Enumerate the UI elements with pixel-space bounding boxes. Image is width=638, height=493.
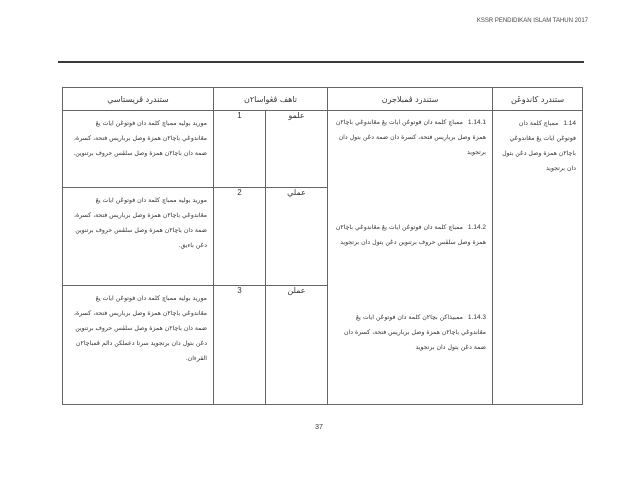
performance-description: موريد بوليه ممباچ کلمة دان فوتوڠن ايات يڠ مڠاندوڠي باچا٢ن همزة وصل برباريس فتحة، کسرة، ضمة دان باچا٢ن همزة وصل سلڤس حروف برتنوين. [73,120,207,157]
mastery-level-cell [214,286,266,405]
mastery-band: عملن [287,286,306,296]
learning-standard-cell [328,111,493,405]
header-learning-standard: ستندرد ڤمبلاجرن [328,88,493,111]
mastery-level-cell [214,111,266,188]
mastery-level-number: 3 [237,286,242,296]
learning-standard-text: ممباچ کلمة دان فوتوڠن ايات يڠ مڠاندوڠي باچا٢ن همزة وصل سلڤس حروف برتنوين دڠن بتول دان برتجويد [335,224,486,246]
learning-standard-number: 1.14.2 [467,224,486,231]
table-row [63,111,583,188]
performance-description: موريد بوليه ممباچ کلمة دان فوتوڠن ايات يڠ مڠاندوڠي باچا٢ن همزة وصل برباريس فتحة، کسرة، ضمة دان باچا٢ن همزة وصل سلڤس حروف برتنوين دڠن بتول دان برتجويد سرتا دعملکن دالم ڤمباچا٢ن القرءان. [73,295,207,363]
mastery-band: عملي [287,188,306,198]
performance-standard-cell [63,188,214,286]
learning-standard-number: 1.14.3 [467,314,486,321]
mastery-band: علمو [288,111,305,120]
learning-standard-text: ممبيذاکن بچا٢ن کلمة دان فوتوڠن ايات يڠ مڠاندوڠي باچا٢ن همزة وصل برباريس فتحة، کسرة دان ضمة دڠن بتول دان برتجويد [344,314,486,351]
performance-standard-cell [63,286,214,405]
performance-description: موريد بوليه ممباچ کلمة دان فوتوڠن ايات يڠ مڠاندوڠي باچا٢ن همزة وصل برباريس فتحة، کسرة، ضمة دان باچا٢ن همزة وصل سلڤس حروف برتنوين دڠن باءيق. [73,197,207,250]
mastery-band-cell [266,111,328,188]
header-performance-standard: ستندرد ڤريستاسي [63,88,214,111]
header-content-standard: ستندرد کاندوڠن [493,88,583,111]
learning-standard-text: ممباچ کلمة دان فوتوڠن ايات يڠ مڠاندوڠي باچا٢ن همزة وصل برباريس فتحة، کسرة دان ضمة دڠن بتول دان برتجويد [335,119,486,156]
content-standard-text: ممباچ کلمة دان فوتوڠن ايات يڠ مڠاندوڠي باچا٢ن همزة وصل دڠن بتول دان برتجويد [502,120,576,172]
mastery-level-cell [214,188,266,286]
mastery-level-number: 1 [237,111,242,120]
header-mastery-level: تاهف ڤڠواسا٢ن [214,88,328,111]
mastery-band-cell [266,286,328,405]
content-standard-cell [493,111,583,405]
standards-table [62,87,583,405]
header-divider [58,61,584,63]
page-number: 37 [315,424,323,431]
table-header-row [63,88,583,111]
performance-standard-cell [63,111,214,188]
mastery-level-number: 2 [237,188,242,198]
learning-standard-number: 1.14.1 [467,119,486,126]
document-header: KSSR PENDIDIKAN ISLAM TAHUN 2017 [476,18,588,24]
mastery-band-cell [266,188,328,286]
content-standard-number: 1.14 [563,120,576,127]
